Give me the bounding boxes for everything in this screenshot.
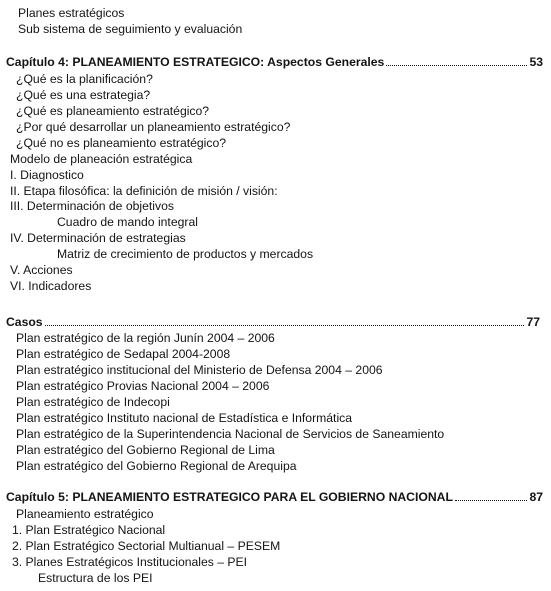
toc-entry: VI. Indicadores: [10, 279, 92, 293]
toc-entry: ¿Qué es una estrategia?: [16, 88, 151, 102]
toc-entry: ¿Qué no es planeamiento estratégico?: [16, 136, 227, 150]
toc-entry: Plan estratégico Instituto nacional de Estadística e Informática: [16, 411, 353, 425]
toc-entry: III. Determinación de objetivos: [10, 199, 174, 213]
toc-entry: 1. Plan Estratégico Nacional: [12, 523, 166, 537]
dot-leader: [386, 65, 527, 66]
casos-page-number: 77: [526, 315, 540, 329]
toc-entry: Sub sistema de seguimiento y evaluación: [18, 22, 243, 36]
toc-entry: I. Diagnostico: [10, 168, 84, 182]
dot-leader: [45, 325, 525, 326]
casos-title: Casos: [6, 315, 43, 329]
toc-entry: Planeamiento estratégico: [16, 507, 154, 521]
chapter-4-page-number: 53: [529, 55, 543, 69]
toc-entry: Plan estratégico de la región Junín 2004 – 2006: [16, 331, 275, 345]
toc-entry: Estructura de los PEI: [38, 571, 153, 585]
toc-entry: ¿Qué es la planificación?: [16, 72, 153, 86]
toc-entry: Plan estratégico del Gobierno Regional de Lima: [16, 443, 275, 457]
toc-entry: Plan estratégico de la Superintendencia Nacional de Servicios de Saneamiento: [16, 427, 445, 441]
toc-entry: Matriz de crecimiento de productos y mercados: [57, 247, 314, 261]
toc-entry: Planes estratégicos: [18, 6, 125, 20]
chapter-5-page-number: 87: [529, 490, 543, 504]
toc-entry: ¿Por qué desarrollar un planeamiento estratégico?: [16, 120, 291, 134]
toc-entry: II. Etapa filosófica: la definición de misión / visión:: [10, 184, 278, 198]
toc-entry: Plan estratégico institucional del Ministerio de Defensa 2004 – 2006: [16, 363, 383, 377]
toc-entry: Cuadro de mando integral: [57, 215, 198, 229]
toc-entry: 3. Planes Estratégicos Institucionales – PEI: [12, 555, 248, 569]
toc-entry: Plan estratégico de Indecopi: [16, 395, 170, 409]
dot-leader: [455, 500, 528, 501]
toc-entry: V. Acciones: [10, 263, 73, 277]
toc-entry: Modelo de planeación estratégica: [10, 152, 193, 166]
chapter-4-title: Capítulo 4: PLANEAMIENTO ESTRATEGICO: Aspectos Generales: [6, 55, 385, 69]
toc-entry: ¿Qué es planeamiento estratégico?: [16, 104, 210, 118]
toc-entry: Plan estratégico del Gobierno Regional de Arequipa: [16, 459, 297, 473]
chapter-5-title: Capítulo 5: PLANEAMIENTO ESTRATEGICO PARA EL GOBIERNO NACIONAL: [6, 490, 453, 504]
chapter-4-heading: [6, 55, 543, 70]
casos-heading: [6, 315, 540, 330]
toc-entry: IV. Determinación de estrategias: [10, 231, 186, 245]
toc-entry: 2. Plan Estratégico Sectorial Multianual – PESEM: [12, 539, 281, 553]
chapter-5-heading: [6, 490, 543, 505]
toc-entry: Plan estratégico de Sedapal 2004-2008: [16, 347, 231, 361]
toc-entry: Plan estratégico Provias Nacional 2004 – 2006: [16, 379, 270, 393]
